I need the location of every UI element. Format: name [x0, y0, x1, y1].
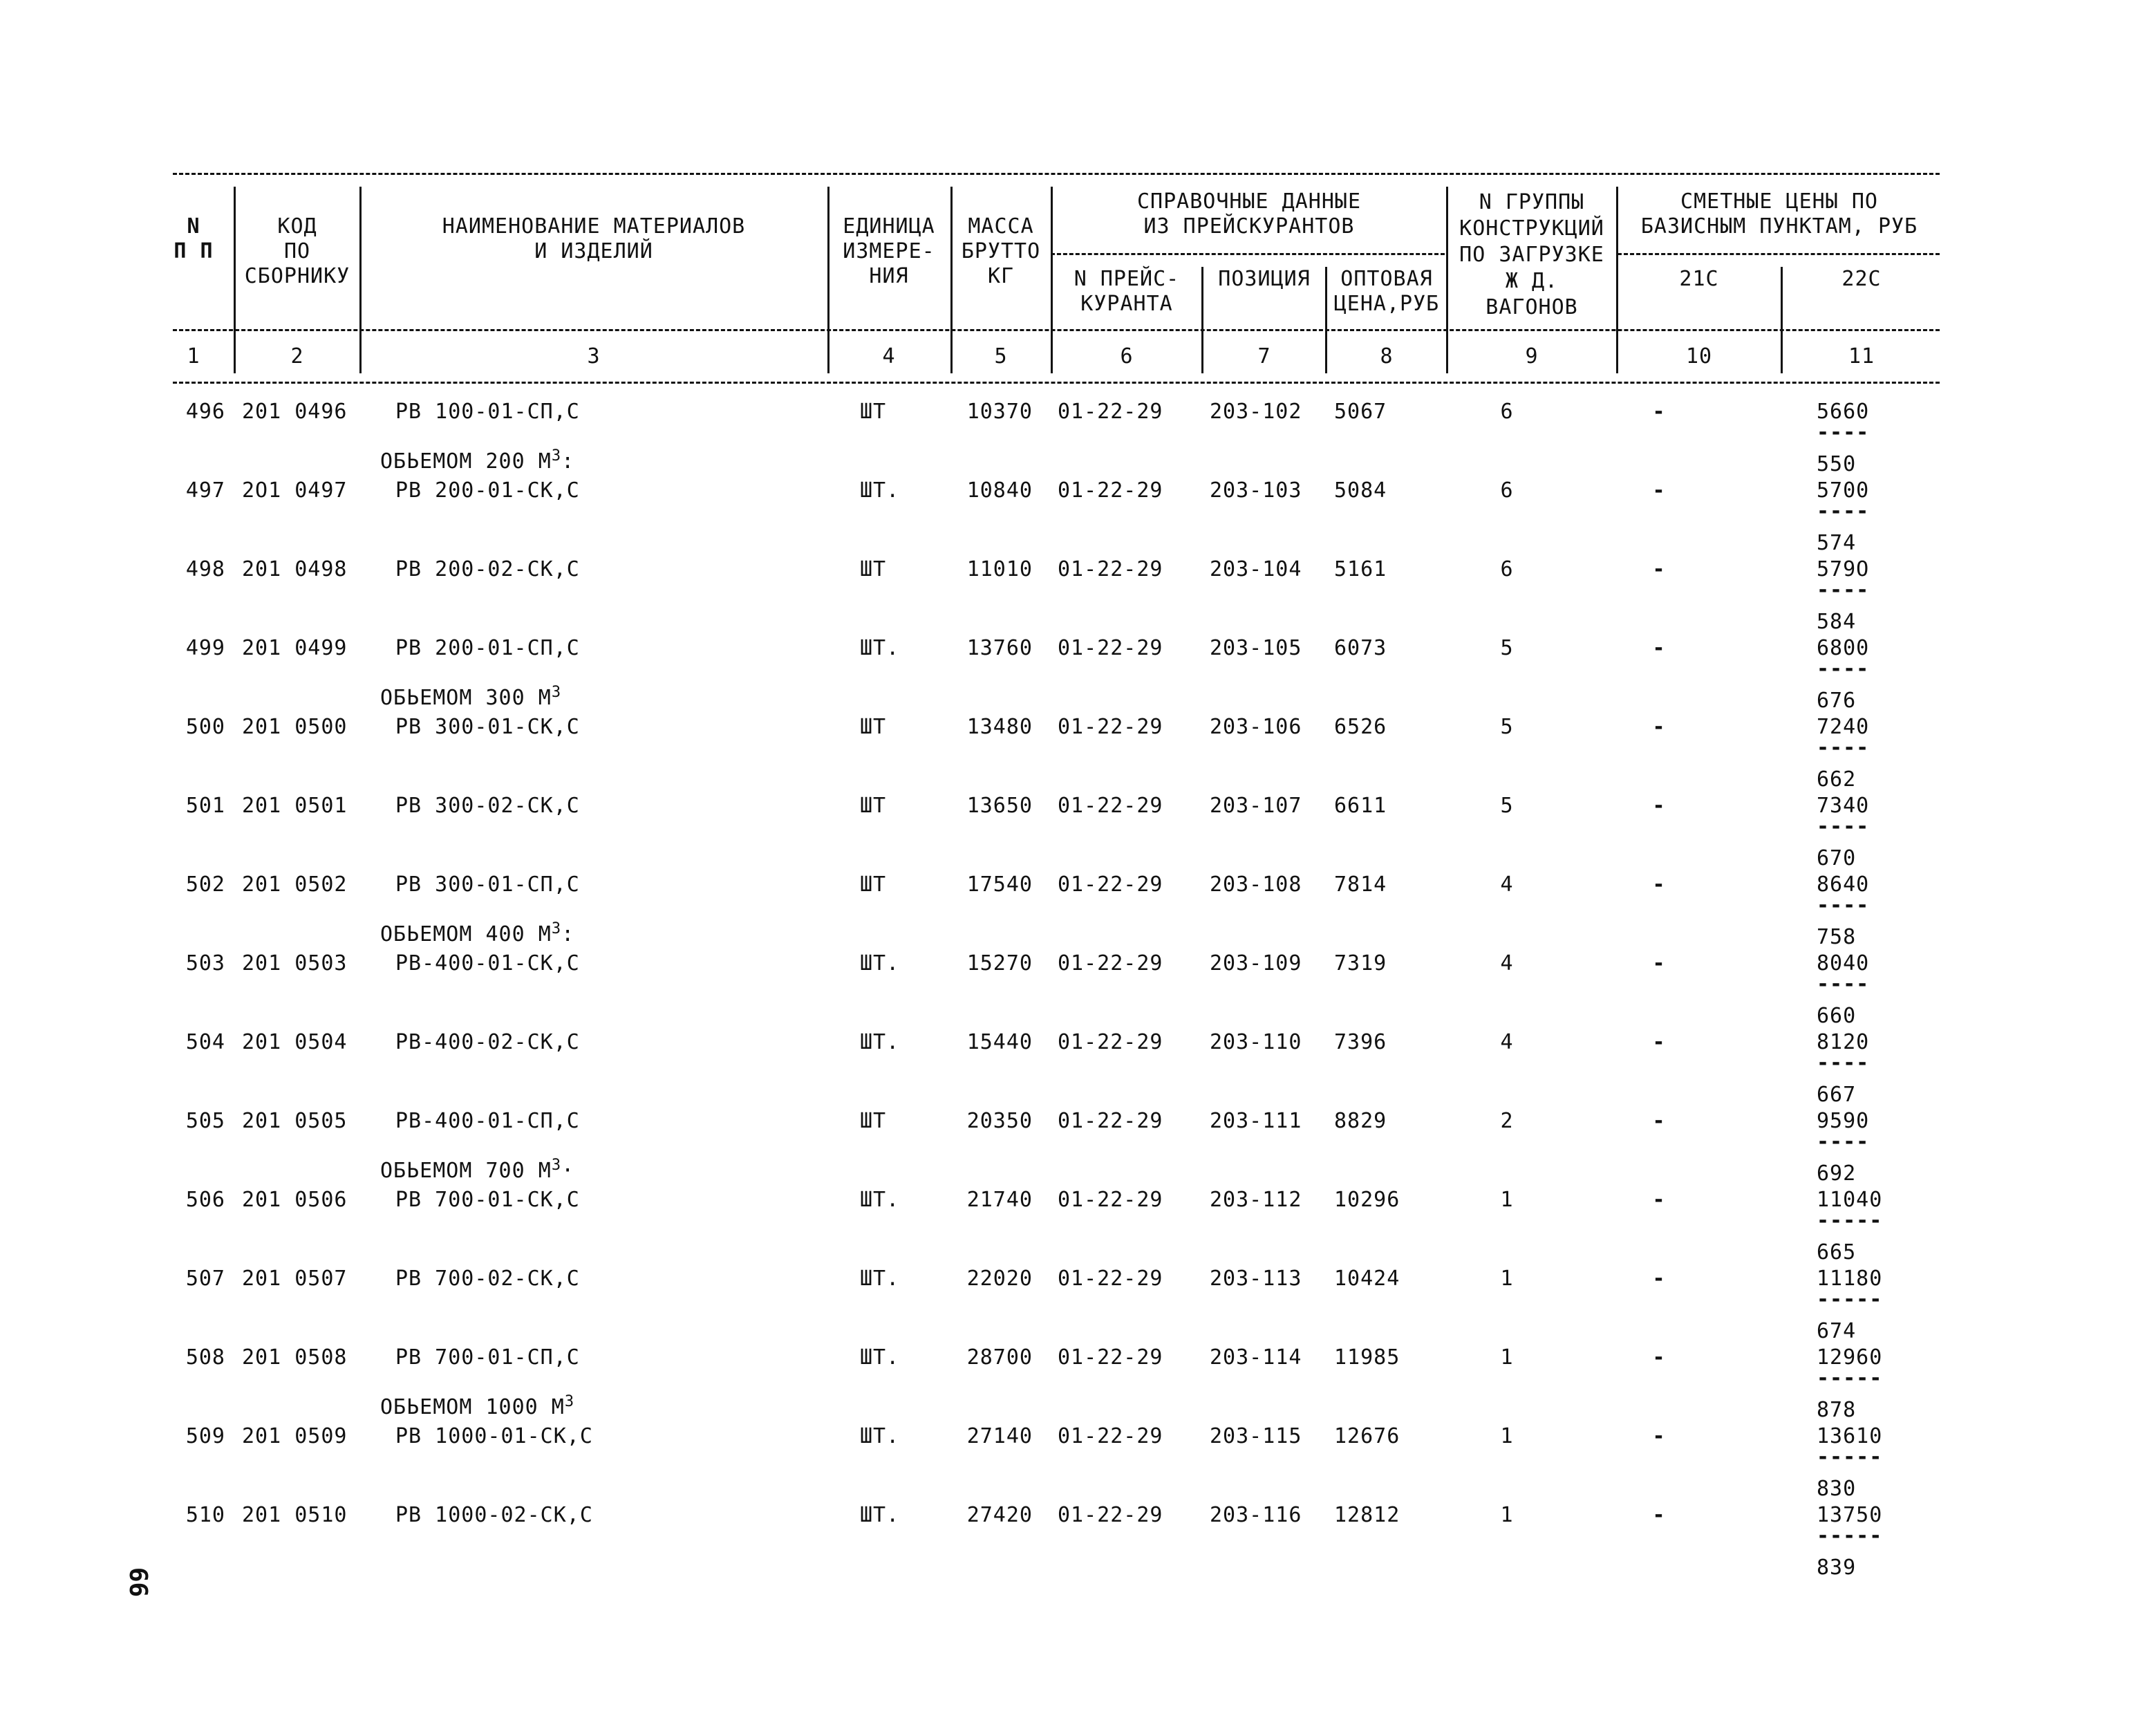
cell-name: РВ 300-01-СП,С: [395, 872, 580, 897]
cell-unit: ШТ.: [860, 1267, 900, 1291]
ref-group-rule: [1051, 253, 1445, 255]
cell-group: 1: [1500, 1345, 1514, 1370]
header-vsep-8: [1446, 187, 1448, 373]
price-group-rule: [1618, 253, 1940, 255]
cell-n: 497: [185, 478, 225, 503]
row-heading: [380, 449, 574, 474]
cell-p21: -: [1652, 1345, 1666, 1370]
cell-name: РВ 200-01-СК,С: [395, 478, 580, 503]
cell-unit: ШТ.: [860, 1188, 900, 1212]
cell-p22-sep: -----: [1817, 1208, 1883, 1233]
cell-p22-sep: ----: [1817, 814, 1870, 839]
cell-unit: ШТ.: [860, 636, 900, 660]
cell-pricelist: 01-22-29: [1058, 794, 1163, 818]
cell-code: 201 0502: [242, 872, 348, 897]
row-heading-text: ОБЬЕМОМ 300 М: [380, 686, 552, 710]
cell-p22-bottom: 758: [1817, 925, 1857, 949]
cell-pricelist: 01-22-29: [1058, 872, 1163, 897]
cell-unit: ШТ.: [860, 1030, 900, 1054]
cell-position: 203-103: [1210, 478, 1302, 503]
cell-n: 496: [185, 400, 225, 424]
cell-position: 203-102: [1210, 400, 1302, 424]
cell-n: 506: [185, 1188, 225, 1212]
cell-unit: ШТ.: [860, 951, 900, 975]
cell-position: 203-114: [1210, 1345, 1302, 1370]
cell-position: 203-104: [1210, 557, 1302, 581]
cell-mass: 27420: [966, 1503, 1033, 1527]
cell-unit: ШТ: [860, 872, 887, 897]
cell-p22-top: 5660: [1817, 400, 1870, 424]
cell-code: 201 0510: [242, 1503, 348, 1527]
cell-p22-sep: -----: [1817, 1366, 1883, 1390]
header-col1: N П П: [174, 214, 214, 263]
cell-pricelist: 01-22-29: [1058, 1424, 1163, 1448]
cell-p21: -: [1652, 872, 1666, 897]
cell-n: 509: [185, 1424, 225, 1448]
cell-p21: -: [1652, 794, 1666, 818]
row-heading-tail: ·: [561, 1159, 575, 1183]
header-col11: 22С: [1841, 267, 1882, 291]
cell-p22-top: 7340: [1817, 794, 1870, 818]
cell-p21: -: [1652, 557, 1666, 581]
cell-unit: ШТ.: [860, 478, 900, 503]
cell-mass: 27140: [966, 1424, 1033, 1448]
cell-code: 201 0503: [242, 951, 348, 975]
cell-p22-bottom: 574: [1817, 531, 1857, 555]
row-heading-text: ОБЬЕМОМ 700 М: [380, 1159, 552, 1183]
cell-wholesale: 7814: [1334, 872, 1387, 897]
cell-p21: -: [1652, 715, 1666, 739]
cell-position: 203-106: [1210, 715, 1302, 739]
cell-p22-bottom: 692: [1817, 1161, 1857, 1186]
cell-p22-sep: -----: [1817, 1524, 1883, 1548]
cell-position: 203-115: [1210, 1424, 1302, 1448]
header-vsep-6: [1201, 267, 1203, 373]
cell-wholesale: 5084: [1334, 478, 1387, 503]
cell-code: 201 0498: [242, 557, 348, 581]
cell-wholesale: 10296: [1334, 1188, 1400, 1212]
colnum-8: 8: [1380, 344, 1394, 368]
cell-n: 498: [185, 557, 225, 581]
cell-p22-bottom: 670: [1817, 846, 1857, 870]
cell-unit: ШТ.: [860, 1424, 900, 1448]
colnum-1: 1: [187, 344, 200, 368]
cell-p22-top: 11040: [1817, 1188, 1883, 1212]
cell-code: 201 0504: [242, 1030, 348, 1054]
cell-position: 203-110: [1210, 1030, 1302, 1054]
cell-p21: -: [1652, 1267, 1666, 1291]
cell-unit: ШТ: [860, 715, 887, 739]
cell-group: 5: [1500, 715, 1514, 739]
cell-name: РВ-400-01-СП,С: [395, 1109, 580, 1133]
cell-pricelist: 01-22-29: [1058, 1503, 1163, 1527]
row-heading: [380, 686, 561, 711]
colnum-5: 5: [994, 344, 1008, 368]
colnum-4: 4: [882, 344, 896, 368]
cell-p22-top: 8640: [1817, 872, 1870, 897]
cell-group: 1: [1500, 1267, 1514, 1291]
cell-wholesale: 6611: [1334, 794, 1387, 818]
cell-group: 5: [1500, 794, 1514, 818]
header-vsep-2: [359, 187, 362, 373]
cell-p22-top: 8120: [1817, 1030, 1870, 1054]
cell-pricelist: 01-22-29: [1058, 1188, 1163, 1212]
cell-wholesale: 5067: [1334, 400, 1387, 424]
cell-group: 6: [1500, 478, 1514, 503]
cell-code: 201 0496: [242, 400, 348, 424]
cell-mass: 17540: [966, 872, 1033, 897]
cell-p22-sep: -----: [1817, 1287, 1883, 1311]
cell-p22-bottom: 839: [1817, 1556, 1857, 1580]
cell-group: 1: [1500, 1503, 1514, 1527]
cell-wholesale: 12676: [1334, 1424, 1400, 1448]
cell-n: 508: [185, 1345, 225, 1370]
cell-p22-top: 5700: [1817, 478, 1870, 503]
cell-position: 203-107: [1210, 794, 1302, 818]
cell-unit: ШТ: [860, 1109, 887, 1133]
cell-group: 4: [1500, 951, 1514, 975]
cell-unit: ШТ: [860, 400, 887, 424]
colnum-7: 7: [1257, 344, 1271, 368]
cell-p22-sep: ----: [1817, 657, 1870, 681]
cell-p22-sep: ----: [1817, 1130, 1870, 1154]
colnum-3: 3: [587, 344, 601, 368]
cell-group: 6: [1500, 400, 1514, 424]
cell-position: 203-109: [1210, 951, 1302, 975]
header-top-rule: [173, 173, 1940, 175]
cell-code: 201 0500: [242, 715, 348, 739]
cell-n: 507: [185, 1267, 225, 1291]
cell-n: 504: [185, 1030, 225, 1054]
cell-name: РВ 300-02-СК,С: [395, 794, 580, 818]
header-vsep-9: [1616, 187, 1618, 373]
cell-mass: 13480: [966, 715, 1033, 739]
cell-n: 501: [185, 794, 225, 818]
colnum-9: 9: [1525, 344, 1539, 368]
cell-p22-top: 6800: [1817, 636, 1870, 660]
cell-name: РВ-400-02-СК,С: [395, 1030, 580, 1054]
cell-position: 203-112: [1210, 1188, 1302, 1212]
header-col6: N ПРЕЙС- КУРАНТА: [1074, 267, 1180, 316]
cell-mass: 28700: [966, 1345, 1033, 1370]
cell-p22-sep: ----: [1817, 420, 1870, 445]
cell-name: РВ 100-01-СП,С: [395, 400, 580, 424]
cell-p22-sep: ----: [1817, 893, 1870, 917]
cell-wholesale: 10424: [1334, 1267, 1400, 1291]
cell-pricelist: 01-22-29: [1058, 400, 1163, 424]
header-mid-rule: [173, 329, 1940, 331]
cell-p22-bottom: 830: [1817, 1477, 1857, 1501]
row-heading: [380, 1159, 574, 1184]
cell-mass: 15440: [966, 1030, 1033, 1054]
cell-name: РВ 700-02-СК,С: [395, 1267, 580, 1291]
cell-group: 2: [1500, 1109, 1514, 1133]
row-heading: [380, 1395, 574, 1420]
row-heading-sup: 3: [551, 684, 562, 701]
cell-p21: -: [1652, 1109, 1666, 1133]
colnum-2: 2: [290, 344, 304, 368]
cell-position: 203-108: [1210, 872, 1302, 897]
cell-p22-top: 7240: [1817, 715, 1870, 739]
cell-code: 201 0501: [242, 794, 348, 818]
cell-position: 203-116: [1210, 1503, 1302, 1527]
row-heading-tail: :: [561, 922, 575, 946]
cell-pricelist: 01-22-29: [1058, 557, 1163, 581]
cell-mass: 10370: [966, 400, 1033, 424]
cell-p21: -: [1652, 1188, 1666, 1212]
cell-p21: -: [1652, 1503, 1666, 1527]
cell-p22-top: 13750: [1817, 1503, 1883, 1527]
cell-p21: -: [1652, 478, 1666, 503]
header-col7: ПОЗИЦИЯ: [1218, 267, 1311, 291]
colnum-11: 11: [1848, 344, 1875, 368]
cell-position: 203-111: [1210, 1109, 1302, 1133]
cell-p21: -: [1652, 1030, 1666, 1054]
cell-n: 510: [185, 1503, 225, 1527]
cell-wholesale: 8829: [1334, 1109, 1387, 1133]
page-number: 66: [124, 1567, 153, 1598]
cell-p21: -: [1652, 400, 1666, 424]
cell-p22-bottom: 665: [1817, 1240, 1857, 1264]
cell-code: 201 0508: [242, 1345, 348, 1370]
row-heading-sup: 3: [551, 1157, 562, 1174]
cell-p22-bottom: 676: [1817, 689, 1857, 713]
cell-name: РВ 200-01-СП,С: [395, 636, 580, 660]
cell-code: 201 0509: [242, 1424, 348, 1448]
cell-p22-sep: ----: [1817, 736, 1870, 760]
cell-mass: 13650: [966, 794, 1033, 818]
cell-code: 201 0507: [242, 1267, 348, 1291]
cell-mass: 15270: [966, 951, 1033, 975]
header-vsep-1: [234, 187, 236, 373]
cell-mass: 20350: [966, 1109, 1033, 1133]
colnum-10: 10: [1685, 344, 1713, 368]
header-vsep-7: [1325, 267, 1327, 373]
cell-code: 201 0505: [242, 1109, 348, 1133]
header-col8: ОПТОВАЯ ЦЕНА,РУБ: [1333, 267, 1440, 316]
cell-wholesale: 11985: [1334, 1345, 1400, 1370]
cell-pricelist: 01-22-29: [1058, 1345, 1163, 1370]
header-col9: N ГРУППЫ КОНСТРУКЦИЙ ПО ЗАГРУЗКЕ Ж Д. ВАГОНОВ: [1459, 190, 1604, 319]
cell-mass: 11010: [966, 557, 1033, 581]
cell-p22-sep: ----: [1817, 578, 1870, 602]
cell-name: РВ 1000-01-СК,С: [395, 1424, 593, 1448]
cell-group: 1: [1500, 1188, 1514, 1212]
header-price-group: СМЕТНЫЕ ЦЕНЫ ПО БАЗИСНЫМ ПУНКТАМ, РУБ: [1640, 189, 1918, 239]
cell-p21: -: [1652, 636, 1666, 660]
header-bottom-rule: [173, 382, 1940, 384]
cell-name: РВ 200-02-СК,С: [395, 557, 580, 581]
cell-group: 6: [1500, 557, 1514, 581]
cell-mass: 22020: [966, 1267, 1033, 1291]
cell-p22-top: 8040: [1817, 951, 1870, 975]
cell-name: РВ 700-01-СП,С: [395, 1345, 580, 1370]
cell-unit: ШТ: [860, 557, 887, 581]
cell-n: 505: [185, 1109, 225, 1133]
cell-name: РВ 1000-02-СК,С: [395, 1503, 593, 1527]
colnum-6: 6: [1120, 344, 1134, 368]
cell-wholesale: 6073: [1334, 636, 1387, 660]
cell-p22-sep: ----: [1817, 972, 1870, 996]
cell-n: 499: [185, 636, 225, 660]
cell-p22-sep: ----: [1817, 499, 1870, 523]
row-heading-tail: :: [561, 449, 575, 474]
cell-mass: 13760: [966, 636, 1033, 660]
header-vsep-10: [1781, 267, 1783, 373]
cell-p22-top: 12960: [1817, 1345, 1883, 1370]
cell-p22-top: 13610: [1817, 1424, 1883, 1448]
cell-name: РВ 700-01-СК,С: [395, 1188, 580, 1212]
cell-group: 4: [1500, 872, 1514, 897]
cell-n: 500: [185, 715, 225, 739]
cell-p22-bottom: 662: [1817, 767, 1857, 792]
cell-unit: ШТ: [860, 794, 887, 818]
cell-p21: -: [1652, 951, 1666, 975]
cell-p22-bottom: 878: [1817, 1398, 1857, 1422]
cell-name: РВ-400-01-СК,С: [395, 951, 580, 975]
cell-code: 2О1 0497: [242, 478, 348, 503]
cell-p21: -: [1652, 1424, 1666, 1448]
header-ref-group: СПРАВОЧНЫЕ ДАННЫЕ ИЗ ПРЕЙСКУРАНТОВ: [1136, 189, 1362, 239]
cell-p22-top: 579О: [1817, 557, 1870, 581]
cell-unit: ШТ.: [860, 1345, 900, 1370]
cell-group: 4: [1500, 1030, 1514, 1054]
header-col4: ЕДИНИЦА ИЗМЕРЕ- НИЯ: [843, 214, 935, 288]
cell-p22-sep: ----: [1817, 1051, 1870, 1075]
cell-pricelist: 01-22-29: [1058, 636, 1163, 660]
cell-name: РВ 300-01-СК,С: [395, 715, 580, 739]
cell-wholesale: 6526: [1334, 715, 1387, 739]
cell-p22-bottom: 584: [1817, 610, 1857, 634]
cell-p22-top: 11180: [1817, 1267, 1883, 1291]
cell-p22-bottom: 667: [1817, 1083, 1857, 1107]
header-col10: 21С: [1679, 267, 1719, 291]
cell-position: 203-113: [1210, 1267, 1302, 1291]
header-col3: НАИМЕНОВАНИЕ МАТЕРИАЛОВ И ИЗДЕЛИЙ: [442, 214, 746, 263]
cell-pricelist: 01-22-29: [1058, 1267, 1163, 1291]
cell-pricelist: 01-22-29: [1058, 1109, 1163, 1133]
cell-mass: 10840: [966, 478, 1033, 503]
row-heading-text: ОБЬЕМОМ 400 М: [380, 922, 552, 946]
header-col5: МАССА БРУТТО КГ: [961, 214, 1041, 288]
cell-p22-bottom: 660: [1817, 1004, 1857, 1028]
cell-wholesale: 7319: [1334, 951, 1387, 975]
header-col2: КОД ПО СБОРНИКУ: [244, 214, 350, 288]
cell-wholesale: 7396: [1334, 1030, 1387, 1054]
row-heading-text: ОБЬЕМОМ 1000 М: [380, 1395, 565, 1419]
cell-n: 502: [185, 872, 225, 897]
row-heading-text: ОБЬЕМОМ 200 М: [380, 449, 552, 474]
cell-pricelist: 01-22-29: [1058, 1030, 1163, 1054]
cell-wholesale: 12812: [1334, 1503, 1400, 1527]
cell-p22-bottom: 550: [1817, 452, 1857, 476]
cell-group: 1: [1500, 1424, 1514, 1448]
cell-pricelist: 01-22-29: [1058, 715, 1163, 739]
cell-unit: ШТ.: [860, 1503, 900, 1527]
row-heading-sup: 3: [551, 920, 562, 937]
cell-code: 201 0506: [242, 1188, 348, 1212]
cell-p22-bottom: 674: [1817, 1319, 1857, 1343]
cell-pricelist: 01-22-29: [1058, 951, 1163, 975]
cell-code: 201 0499: [242, 636, 348, 660]
cell-n: 503: [185, 951, 225, 975]
row-heading-sup: 3: [551, 447, 562, 465]
cell-group: 5: [1500, 636, 1514, 660]
row-heading: [380, 922, 574, 947]
cell-mass: 21740: [966, 1188, 1033, 1212]
cell-p22-sep: -----: [1817, 1445, 1883, 1469]
cell-position: 203-105: [1210, 636, 1302, 660]
cell-pricelist: 01-22-29: [1058, 478, 1163, 503]
cell-p22-top: 9590: [1817, 1109, 1870, 1133]
header-vsep-5: [1051, 187, 1053, 373]
row-heading-sup: 3: [564, 1393, 575, 1410]
cell-wholesale: 5161: [1334, 557, 1387, 581]
